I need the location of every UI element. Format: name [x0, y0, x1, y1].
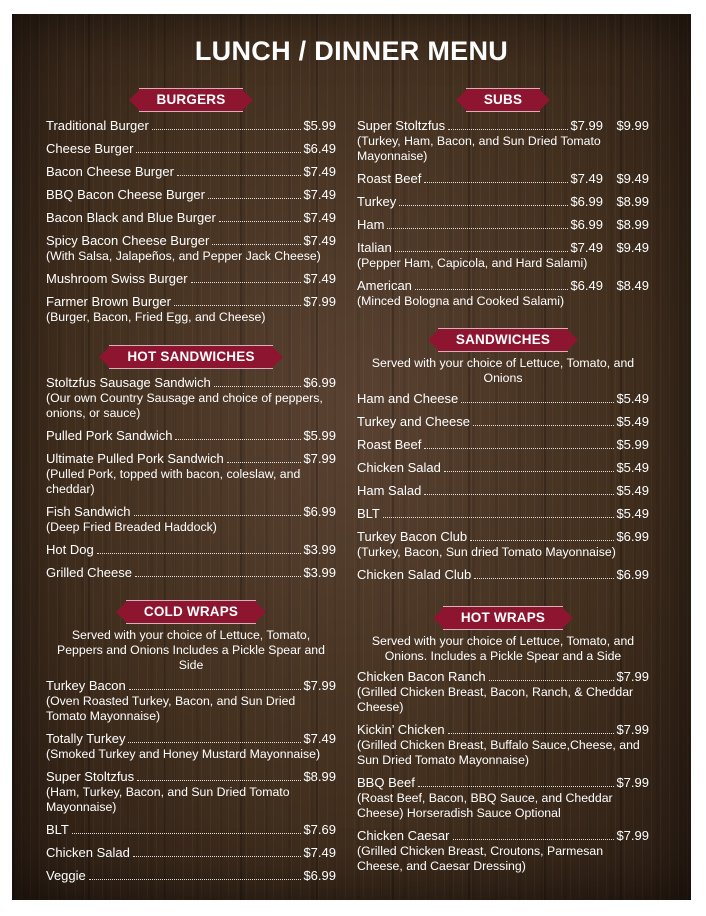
dot-leader [444, 471, 615, 472]
menu-item [46, 209, 336, 226]
menu-item-description: (With Salsa, Jalapeños, and Pepper Jack Cheese) [46, 249, 321, 263]
section-heading: BURGERS [156, 92, 226, 107]
dot-leader [137, 780, 301, 781]
menu-item-price: $7.99 [570, 118, 603, 133]
menu-item-line [46, 186, 336, 203]
menu-item-price: $7.99 [303, 678, 336, 693]
menu-item-price: $6.99 [303, 375, 336, 390]
menu-item-price: $7.99 [616, 669, 649, 684]
menu-item-price: $7.49 [303, 271, 336, 286]
menu-item [46, 503, 336, 535]
menu-item-line [357, 117, 649, 134]
menu-item-price: $6.99 [616, 529, 649, 544]
menu-item [357, 827, 649, 874]
menu-item-line [46, 768, 336, 785]
menu-item [46, 270, 336, 287]
dot-leader [72, 833, 302, 834]
menu-item [46, 232, 336, 264]
menu-item-price: $5.99 [303, 118, 336, 133]
dot-leader [219, 221, 302, 222]
menu-item-line [46, 293, 336, 310]
menu-item [46, 163, 336, 180]
menu-item [46, 140, 336, 157]
menu-item-line [46, 564, 336, 581]
menu-item-price: $5.49 [616, 414, 649, 429]
menu-item-price: $7.99 [616, 722, 649, 737]
menu-item [357, 774, 649, 821]
menu-item-price-large: $8.99 [616, 217, 649, 232]
menu-item-price: $6.49 [570, 278, 603, 293]
menu-item [46, 564, 336, 581]
menu-item-price: $7.49 [303, 164, 336, 179]
menu-item [46, 730, 336, 762]
menu-item-line [357, 505, 649, 522]
menu-item-name: Chicken Salad Club [357, 567, 472, 582]
dot-leader [383, 517, 615, 518]
menu-item [46, 293, 336, 325]
menu-item-name: Cheese Burger [46, 141, 134, 156]
dot-leader [448, 129, 568, 130]
dot-leader [134, 515, 302, 516]
menu-item-price: $7.49 [570, 240, 603, 255]
dot-leader [461, 402, 614, 403]
dot-leader [470, 540, 614, 541]
menu-item-description: (Our own Country Sausage and choice of peppers, onions, or sauce) [46, 391, 323, 420]
dot-leader [208, 198, 301, 199]
dot-leader [135, 576, 301, 577]
menu-item-price: $6.99 [570, 194, 603, 209]
menu-item-line [46, 270, 336, 287]
section-heading: COLD WRAPS [143, 604, 239, 619]
menu-item [46, 844, 336, 861]
dot-leader [129, 689, 302, 690]
menu-item-price: $6.49 [303, 141, 336, 156]
dot-leader [424, 448, 614, 449]
dot-leader [387, 228, 568, 229]
dot-leader [212, 244, 301, 245]
dot-leader [399, 205, 568, 206]
menu-item-line [46, 374, 336, 391]
menu-item-name: Stoltzfus Sausage Sandwich [46, 375, 211, 390]
section-banner [357, 86, 649, 112]
menu-item [357, 117, 649, 164]
burgers-section [46, 86, 336, 325]
menu-item [46, 374, 336, 421]
menu-item-price: $3.99 [303, 542, 336, 557]
menu-item-description: (Roast Beef, Bacon, BBQ Sauce, and Cheddar Cheese) Horseradish Sauce Optional [357, 791, 613, 820]
menu-item [357, 193, 649, 210]
hot-wraps-section [357, 604, 649, 874]
menu-item-price: $7.69 [303, 822, 336, 837]
menu-item-line [357, 390, 649, 407]
dot-leader [474, 578, 614, 579]
menu-item-name: Ham and Cheese [357, 391, 459, 406]
section-banner-ribbon [438, 328, 568, 352]
menu-item-price: $6.99 [616, 567, 649, 582]
menu-item-name: Ham [357, 217, 385, 232]
menu-item-name: American [357, 278, 412, 293]
dot-leader [175, 439, 301, 440]
menu-item-price: $7.49 [303, 210, 336, 225]
menu-item-line [357, 239, 649, 256]
menu-item-name: Chicken Salad [357, 460, 441, 475]
menu-item-price: $7.99 [303, 451, 336, 466]
dot-leader [214, 386, 302, 387]
menu-item [46, 450, 336, 497]
menu-item-price: $7.49 [303, 187, 336, 202]
section-banner [46, 86, 336, 112]
menu-item-line [357, 668, 649, 685]
menu-item-price: $6.99 [303, 504, 336, 519]
menu-item [357, 459, 649, 476]
menu-item-name: Roast Beef [357, 437, 422, 452]
menu-item [357, 239, 649, 271]
menu-item-price: $7.49 [570, 171, 603, 186]
menu-item-name: Bacon Cheese Burger [46, 164, 174, 179]
dot-leader [415, 289, 569, 290]
menu-item-description: (Smoked Turkey and Honey Mustard Mayonnaise) [46, 747, 321, 761]
menu-item-name: BLT [46, 822, 69, 837]
dot-leader [448, 733, 615, 734]
section-intro: Served with your choice of Lettuce, Tomato, and Onions [371, 356, 635, 385]
menu-item-line [357, 193, 649, 210]
menu-item-description: (Pulled Pork, topped with bacon, coleslaw, and cheddar) [46, 467, 301, 496]
section-heading: HOT SANDWICHES [127, 349, 255, 364]
menu-item-price-large: $8.49 [616, 278, 649, 293]
section-banner [46, 343, 336, 369]
menu-item-name: Turkey [357, 194, 397, 209]
section-heading: SANDWICHES [455, 332, 551, 347]
menu-item [46, 821, 336, 838]
dot-leader [473, 425, 614, 426]
dot-leader [418, 786, 615, 787]
dot-leader [89, 879, 302, 880]
dot-leader [453, 839, 615, 840]
menu-item-name: BBQ Beef [357, 775, 415, 790]
menu-item [357, 566, 649, 583]
menu-item-description: (Oven Roasted Turkey, Bacon, and Sun Dried Tomato Mayonnaise) [46, 694, 296, 723]
menu-item-line [357, 566, 649, 583]
menu-item-description: (Grilled Chicken Breast, Bacon, Ranch, & Cheddar Cheese) [357, 685, 634, 714]
menu-item-name: Hot Dog [46, 542, 94, 557]
section-banner-ribbon [126, 600, 256, 624]
section-heading: SUBS [483, 92, 523, 107]
menu-item-description: (Grilled Chicken Breast, Croutons, Parmesan Cheese, and Caesar Dressing) [357, 844, 604, 873]
section-banner-ribbon [466, 88, 540, 112]
dot-leader [136, 152, 301, 153]
menu-item-price: $7.49 [303, 233, 336, 248]
menu-item-name: Chicken Caesar [357, 828, 450, 843]
menu-item-description: (Minced Bologna and Cooked Salami) [357, 294, 565, 308]
menu-item-price: $5.49 [616, 506, 649, 521]
menu-item-line [46, 427, 336, 444]
menu-item-price: $7.99 [616, 828, 649, 843]
section-banner [46, 598, 336, 624]
menu-item-line [46, 730, 336, 747]
menu-item-price: $5.49 [616, 483, 649, 498]
menu-item-name: Chicken Salad [46, 845, 130, 860]
menu-item-name: Totally Turkey [46, 731, 126, 746]
menu-item-price: $8.99 [303, 769, 336, 784]
menu-item-name: Turkey Bacon Club [357, 529, 468, 544]
sandwiches-section [357, 326, 649, 583]
dot-leader [424, 494, 614, 495]
menu-item-line [357, 528, 649, 545]
menu-item-line [46, 503, 336, 520]
menu-item-description: (Burger, Bacon, Fried Egg, and Cheese) [46, 310, 266, 324]
cold-wraps-section [46, 598, 336, 884]
menu-item-price: $5.99 [303, 428, 336, 443]
menu-item [357, 482, 649, 499]
menu-item [357, 668, 649, 715]
menu-item-price: $7.99 [616, 775, 649, 790]
menu-item-price: $7.49 [303, 731, 336, 746]
menu-item-line [46, 821, 336, 838]
menu-item-line [46, 844, 336, 861]
menu-item-name: Super Stoltzfus [357, 118, 446, 133]
menu-item-name: BBQ Bacon Cheese Burger [46, 187, 205, 202]
menu-item-name: Turkey Bacon [46, 678, 126, 693]
menu-item-name: Traditional Burger [46, 118, 149, 133]
menu-item-name: Bacon Black and Blue Burger [46, 210, 216, 225]
hot-sandwiches-section [46, 343, 336, 581]
dot-leader [152, 129, 302, 130]
menu-item-line [46, 163, 336, 180]
menu-item-line [357, 413, 649, 430]
menu-item-description: (Deep Fried Breaded Haddock) [46, 520, 217, 534]
section-banner-ribbon [139, 88, 244, 112]
menu-item [357, 413, 649, 430]
menu-item-price: $5.49 [616, 460, 649, 475]
menu-item [357, 390, 649, 407]
menu-item-line [46, 140, 336, 157]
menu-item [46, 677, 336, 724]
menu-item-name: Pulled Pork Sandwich [46, 428, 173, 443]
menu-item-description: (Turkey, Ham, Bacon, and Sun Dried Tomato Mayonnaise) [357, 134, 601, 163]
section-heading: HOT WRAPS [460, 610, 546, 625]
menu-item-name: Roast Beef [357, 171, 422, 186]
menu-item-name: BLT [357, 506, 380, 521]
menu-item-line [357, 721, 649, 738]
menu-item [46, 186, 336, 203]
menu-page [12, 14, 691, 900]
menu-item-line [357, 482, 649, 499]
section-intro: Served with your choice of Lettuce, Tomato, and Onions. Includes a Pickle Spear and a Side [371, 634, 635, 663]
menu-item-price: $7.49 [303, 845, 336, 860]
menu-item-line [46, 117, 336, 134]
menu-item [357, 721, 649, 768]
section-banner [357, 326, 649, 352]
menu-item-name: Veggie [46, 868, 86, 883]
menu-item [357, 170, 649, 187]
menu-item [46, 867, 336, 884]
menu-item-line [46, 867, 336, 884]
menu-item [46, 427, 336, 444]
menu-item-price-large: $9.49 [616, 240, 649, 255]
subs-section [357, 86, 649, 309]
menu-item-line [357, 459, 649, 476]
menu-item-line [357, 436, 649, 453]
dot-leader [133, 856, 302, 857]
menu-item-name: Ultimate Pulled Pork Sandwich [46, 451, 224, 466]
dot-leader [174, 305, 301, 306]
menu-item-line [357, 170, 649, 187]
menu-item-name: Fish Sandwich [46, 504, 131, 519]
menu-item-line [46, 209, 336, 226]
menu-item-price: $6.99 [570, 217, 603, 232]
menu-item-price-large: $8.99 [616, 194, 649, 209]
dot-leader [227, 462, 302, 463]
menu-item-line [357, 277, 649, 294]
menu-item-name: Grilled Cheese [46, 565, 132, 580]
menu-item [357, 528, 649, 560]
dot-leader [177, 175, 302, 176]
menu-item-name: Ham Salad [357, 483, 422, 498]
dot-leader [191, 282, 302, 283]
dot-leader [424, 182, 568, 183]
menu-item-name: Mushroom Swiss Burger [46, 271, 188, 286]
menu-item [357, 505, 649, 522]
menu-item-name: Super Stoltzfus [46, 769, 135, 784]
menu-item-name: Spicy Bacon Cheese Burger [46, 233, 210, 248]
menu-item-name: Italian [357, 240, 392, 255]
menu-item-price: $3.99 [303, 565, 336, 580]
menu-item [46, 117, 336, 134]
menu-item-price: $7.99 [303, 294, 336, 309]
menu-item-description: (Pepper Ham, Capicola, and Hard Salami) [357, 256, 588, 270]
menu-item-description: (Turkey, Bacon, Sun dried Tomato Mayonnaise) [357, 545, 616, 559]
dot-leader [395, 251, 569, 252]
section-banner-ribbon [109, 345, 272, 369]
menu-item [357, 277, 649, 309]
menu-item-line [46, 232, 336, 249]
menu-item-line [357, 827, 649, 844]
menu-title: LUNCH / DINNER MENU [194, 36, 509, 66]
menu-item-line [46, 541, 336, 558]
menu-item-name: Turkey and Cheese [357, 414, 470, 429]
dot-leader [97, 553, 302, 554]
menu-item-price-large: $9.49 [616, 171, 649, 186]
menu-item-name: Kickin’ Chicken [357, 722, 445, 737]
menu-item [46, 541, 336, 558]
menu-item-line [46, 450, 336, 467]
menu-item-name: Farmer Brown Burger [46, 294, 171, 309]
menu-item-line [46, 677, 336, 694]
section-banner-ribbon [443, 606, 563, 630]
menu-item-price: $6.99 [303, 868, 336, 883]
menu-item-line [357, 774, 649, 791]
menu-item-description: (Grilled Chicken Breast, Buffalo Sauce,Cheese, and Sun Dried Tomato Mayonnaise) [357, 738, 640, 767]
menu-item-line [357, 216, 649, 233]
section-intro: Served with your choice of Lettuce, Tomato, Peppers and Onions Includes a Pickle Spear and Side [57, 628, 325, 672]
menu-item [357, 436, 649, 453]
menu-item-name: Chicken Bacon Ranch [357, 669, 486, 684]
menu-item-price: $5.99 [616, 437, 649, 452]
menu-item [46, 768, 336, 815]
menu-item [357, 216, 649, 233]
dot-leader [128, 742, 301, 743]
menu-item-description: (Ham, Turkey, Bacon, and Sun Dried Tomato Mayonnaise) [46, 785, 290, 814]
dot-leader [489, 680, 615, 681]
menu-item-price-large: $9.99 [616, 118, 649, 133]
menu-item-price: $5.49 [616, 391, 649, 406]
section-banner [357, 604, 649, 630]
